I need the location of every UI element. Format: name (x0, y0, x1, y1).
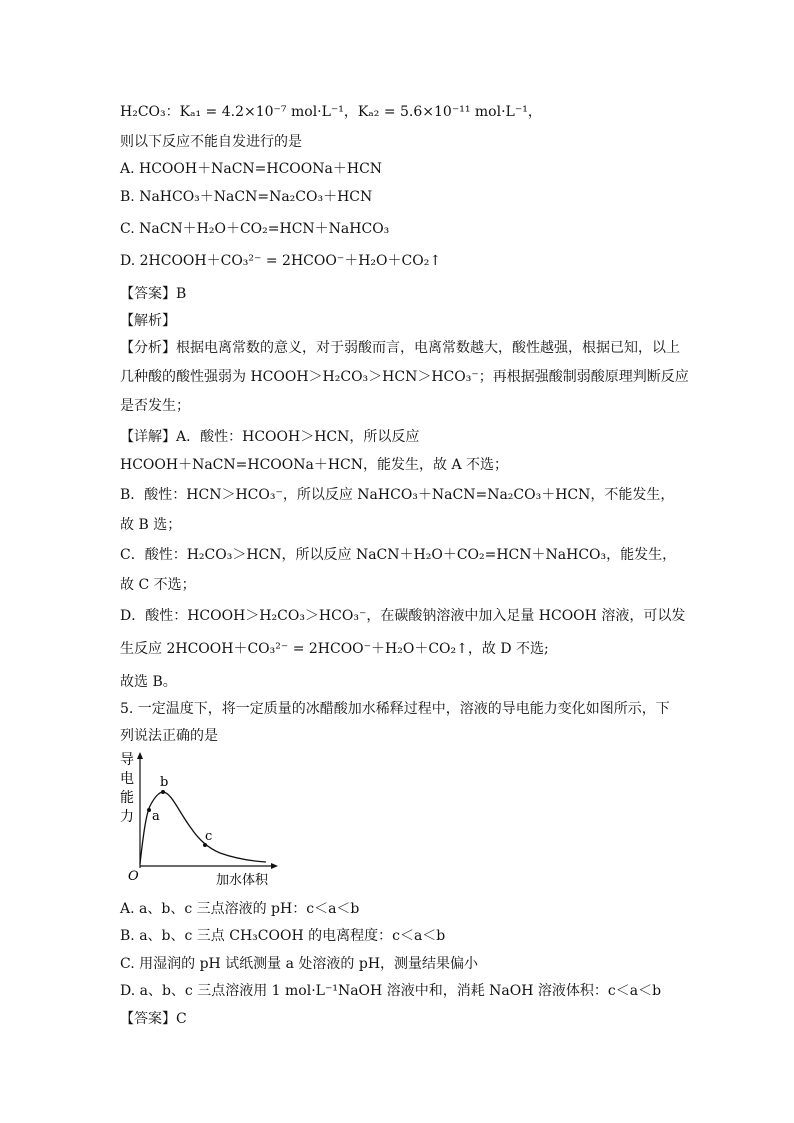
option-c: C. NaCN＋H₂O＋CO₂=HCN＋NaHCO₃ (120, 221, 390, 237)
answer-label: 【答案】B (120, 286, 187, 302)
option-d: D. a、b、c 三点溶液用 1 mol·L⁻¹NaOH 溶液中和，消耗 NaOH 溶液体积：c＜a＜b (120, 983, 662, 999)
point-b-label: b (160, 775, 169, 790)
point-b (161, 790, 165, 794)
y-label-char: 能 (120, 790, 134, 806)
y-label-char: 导 (120, 752, 134, 768)
x-axis-arrow-icon (271, 863, 278, 869)
text-line: H₂CO₃：Kₐ₁ = 4.2×10⁻⁷ mol·L⁻¹，Kₐ₂ = 5.6×10⁻¹¹ mol·L⁻¹， (120, 104, 542, 120)
y-label-char: 力 (120, 809, 134, 825)
detail-text: 故选 B。 (120, 674, 177, 690)
analysis-text: 是否发生； (120, 398, 190, 414)
answer-label: 【答案】C (120, 1011, 187, 1027)
origin-label: O (128, 869, 139, 884)
point-c-label: c (205, 829, 213, 844)
option-c: C. 用湿润的 pH 试纸测量 a 处溶液的 pH，测量结果偏小 (120, 956, 479, 972)
option-b: B. a、b、c 三点 CH₃COOH 的电离程度：c＜a＜b (120, 928, 446, 944)
conductivity-figure (116, 752, 286, 890)
analysis-label: 【解析】 (120, 313, 176, 329)
point-a (147, 808, 151, 812)
detail-text: B．酸性：HCN＞HCO₃⁻，所以反应 NaHCO₃＋NaCN=Na₂CO₃＋HCN，不能发生， (120, 487, 675, 503)
conductivity-curve (140, 792, 266, 864)
point-a-label: a (152, 809, 160, 824)
detail-text: 故 C 不选； (120, 577, 196, 593)
question-5-stem: 列说法正确的是 (120, 728, 218, 744)
option-b: B. NaHCO₃＋NaCN=Na₂CO₃＋HCN (120, 189, 373, 205)
y-label-char: 电 (120, 771, 134, 787)
analysis-text: 【分析】根据电离常数的意义，对于弱酸而言，电离常数越大，酸性越强，根据已知，以上 (120, 340, 680, 356)
detail-text: 故 B 选； (120, 517, 182, 533)
detail-text: 生反应 2HCOOH＋CO₃²⁻ = 2HCOO⁻＋H₂O＋CO₂↑，故 D 不选; (120, 641, 549, 657)
option-a: A. HCOOH＋NaCN=HCOONa＋HCN (120, 161, 383, 177)
text-line: 则以下反应不能自发进行的是 (120, 134, 302, 150)
detail-text: D．酸性：HCOOH＞H₂CO₃＞HCO₃⁻，在碳酸钠溶液中加入足量 HCOOH 溶液，可以发 (120, 608, 686, 624)
question-5-stem: 5. 一定温度下，将一定质量的冰醋酸加水稀释过程中，溶液的导电能力变化如图所示，下 (120, 701, 670, 717)
detail-text: HCOOH＋NaCN=HCOONa＋HCN，能发生，故 A 不选； (120, 457, 509, 473)
option-a: A. a、b、c 三点溶液的 pH：c＜a＜b (120, 901, 360, 917)
figure-svg (116, 752, 286, 890)
x-axis-label: 加水体积 (216, 873, 269, 888)
analysis-text: 几种酸的酸性强弱为 HCOOH＞H₂CO₃＞HCN＞HCO₃⁻；再根据强酸制弱酸原理判断反应 (120, 369, 689, 385)
detail-text: C．酸性：H₂CO₃＞HCN，所以反应 NaCN＋H₂O＋CO₂=HCN＋NaHCO₃，能发生， (120, 547, 677, 563)
y-axis-arrow-icon (137, 752, 143, 759)
detail-text: 【详解】A．酸性：HCOOH＞HCN，所以反应 (120, 429, 420, 445)
option-d: D. 2HCOOH＋CO₃²⁻ = 2HCOO⁻＋H₂O＋CO₂↑ (120, 253, 442, 269)
